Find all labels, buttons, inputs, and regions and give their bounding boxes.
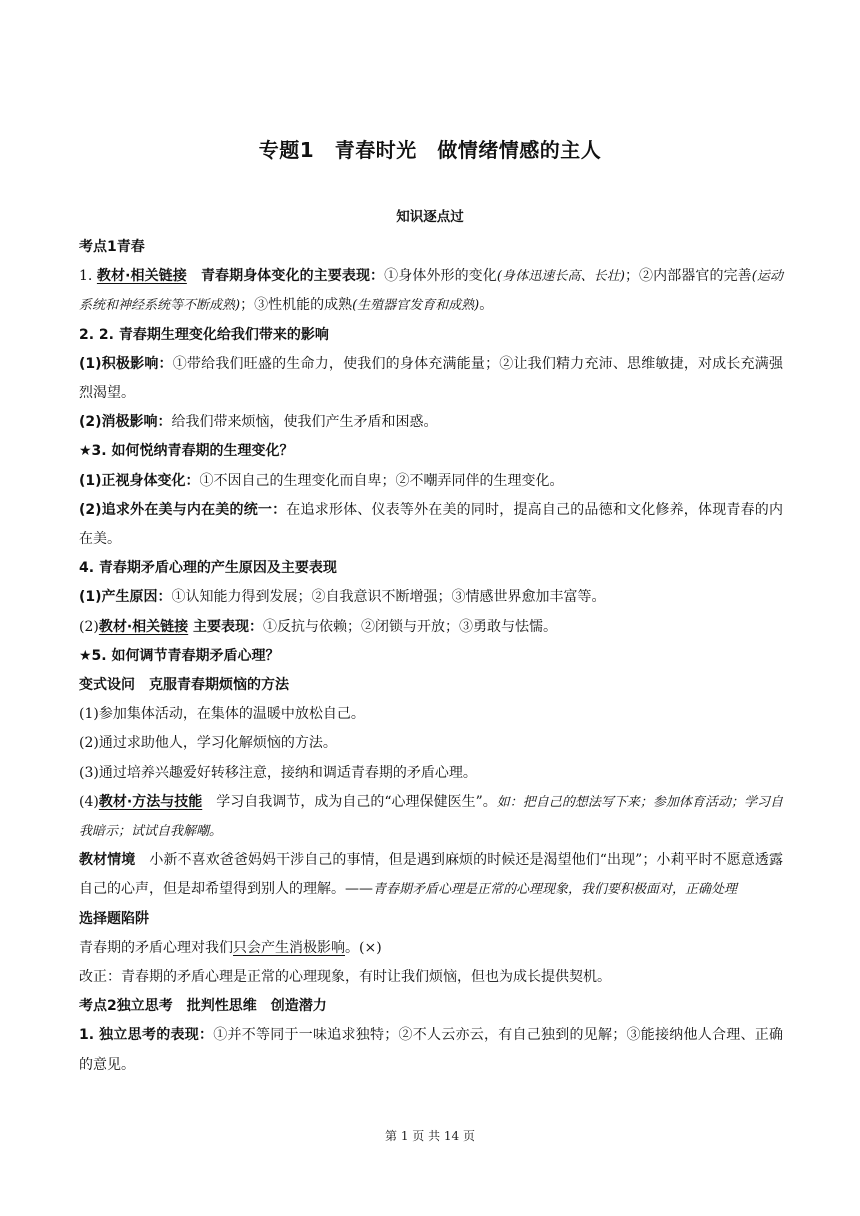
point-note: (运动系统和神经系统等不断成熟) <box>79 269 784 314</box>
item-text: ①不因自己的生理变化而自卑；②不嘲弄同伴的生理变化。 <box>199 472 564 489</box>
scenario-label: 教材情境 <box>79 852 136 869</box>
point-text: 。 <box>479 297 494 314</box>
item-label: (1)正视身体变化： <box>79 472 200 489</box>
page-title: 专题1 青春时光 做情绪情感的主人 <box>258 138 602 162</box>
topic-heading-2: 考点2独立思考 批判性思维 创造潜力 <box>79 998 327 1015</box>
point-3-item-2 <box>79 496 783 554</box>
point-1 <box>79 262 783 320</box>
scenario-text: 小新不喜欢爸爸妈妈干涉自己的事情，但是遇到麻烦的时候还是渴望他们“出现”；小莉平时不愿意透露自己的心声，但是却希望得到别人的理解。—— <box>79 852 784 898</box>
textbook-scenario <box>79 846 783 904</box>
point-note: (身体迅速长高、长壮) <box>496 269 625 285</box>
trap-text: 。(×) <box>345 939 382 956</box>
point-4-heading: 4. 青春期矛盾心理的产生原因及主要表现 <box>79 560 337 577</box>
item-text: ①带给我们旺盛的生命力，使我们的身体充满能量；②让我们精力充沛、思维敏捷，对成长充满强烈渴望。 <box>79 355 784 402</box>
item-text: 给我们带来烦恼，使我们产生矛盾和困惑。 <box>171 414 438 431</box>
item-label: (2)消极影响： <box>79 414 172 431</box>
point-3-heading: ★3. 如何悦纳青春期的生理变化？ <box>79 443 294 460</box>
item-label: 1. 独立思考的表现： <box>79 1027 214 1044</box>
item-text: 在追求形体、仪表等外在美的同时，提高自己的品德和文化修养，体现青春的内在美。 <box>79 501 783 548</box>
point-5-heading: ★5. 如何调节青春期矛盾心理？ <box>79 647 280 664</box>
trap-correction: 改正：青春期的矛盾心理是正常的心理现象，有时让我们烦恼，但也为成长提供契机。 <box>79 969 611 986</box>
trap-underlined: 只会产生消极影响 <box>233 939 345 956</box>
item-label: 主要表现： <box>188 618 264 635</box>
point-text: ；②内部器官的完善 <box>624 268 752 285</box>
point-4-item-2 <box>79 613 783 642</box>
point-5-item-4 <box>79 788 783 846</box>
point-text: ；③性机能的成熟 <box>240 297 353 314</box>
variant-question-heading: 变式设问 克服青春期烦恼的方法 <box>79 677 289 694</box>
point-5-item-2: (2)通过求助他人，学习化解烦恼的方法。 <box>79 735 337 752</box>
topic-heading-1: 考点1青春 <box>79 239 145 255</box>
scenario-note: 青春期矛盾心理是正常的心理现象，我们要积极面对，正确处理 <box>373 882 738 898</box>
document-body <box>79 233 783 1080</box>
item-text: ①并不等同于一味追求独特；②不人云亦云，有自己独到的见解；③能接纳他人合理、正确的意见。 <box>79 1027 784 1073</box>
trap-heading: 选择题陷阱 <box>79 910 149 927</box>
page-footer: 第 1 页 共 14 页 <box>385 1129 475 1143</box>
point-5-item-1: (1)参加集体活动，在集体的温暖中放松自己。 <box>79 706 365 723</box>
section-subtitle: 知识逐点过 <box>396 209 464 225</box>
item-text: 学习自我调节，成为自己的“心理保健医生”。 <box>202 793 497 810</box>
point-2-heading: 2. 2. 青春期生理变化给我们带来的影响 <box>79 326 329 343</box>
item-label: (1)产生原因： <box>79 589 172 606</box>
point-4-item-1 <box>79 583 783 612</box>
point-2-item-1 <box>79 350 783 408</box>
point-2-item-2 <box>79 408 783 437</box>
point-number: 1. <box>79 268 97 285</box>
point-text: ①身体外形的变化 <box>384 268 497 285</box>
point-5-item-3: (3)通过培养兴趣爱好转移注意，接纳和调适青春期的矛盾心理。 <box>79 764 477 781</box>
item-prefix: (2) <box>79 618 99 635</box>
item-label: (1)积极影响： <box>79 355 173 372</box>
trap-statement <box>79 934 783 963</box>
item-label: (2)追求外在美与内在美的统一： <box>79 501 287 518</box>
point-2-1 <box>79 1021 783 1079</box>
trap-text: 青春期的矛盾心理对我们 <box>79 939 233 956</box>
point-lead: 青春期身体变化的主要表现： <box>186 268 385 285</box>
point-3-item-1 <box>79 467 783 496</box>
item-prefix: (4) <box>79 793 99 810</box>
textbook-link-tag: 教材·相关链接 <box>96 268 187 285</box>
item-note: 如：把自己的想法写下来；参加体育活动；学习自我暗示；试试自我解嘲。 <box>79 794 783 840</box>
item-text: ①认知能力得到发展；②自我意识不断增强；③情感世界愈加丰富等。 <box>171 589 606 606</box>
point-note: (生殖器官发育和成熟) <box>352 298 480 314</box>
item-text: ①反抗与依赖；②闭锁与开放；③勇敢与怯懦。 <box>263 618 558 635</box>
textbook-method-tag: 教材·方法与技能 <box>98 793 203 810</box>
textbook-link-tag: 教材·相关链接 <box>98 618 189 635</box>
